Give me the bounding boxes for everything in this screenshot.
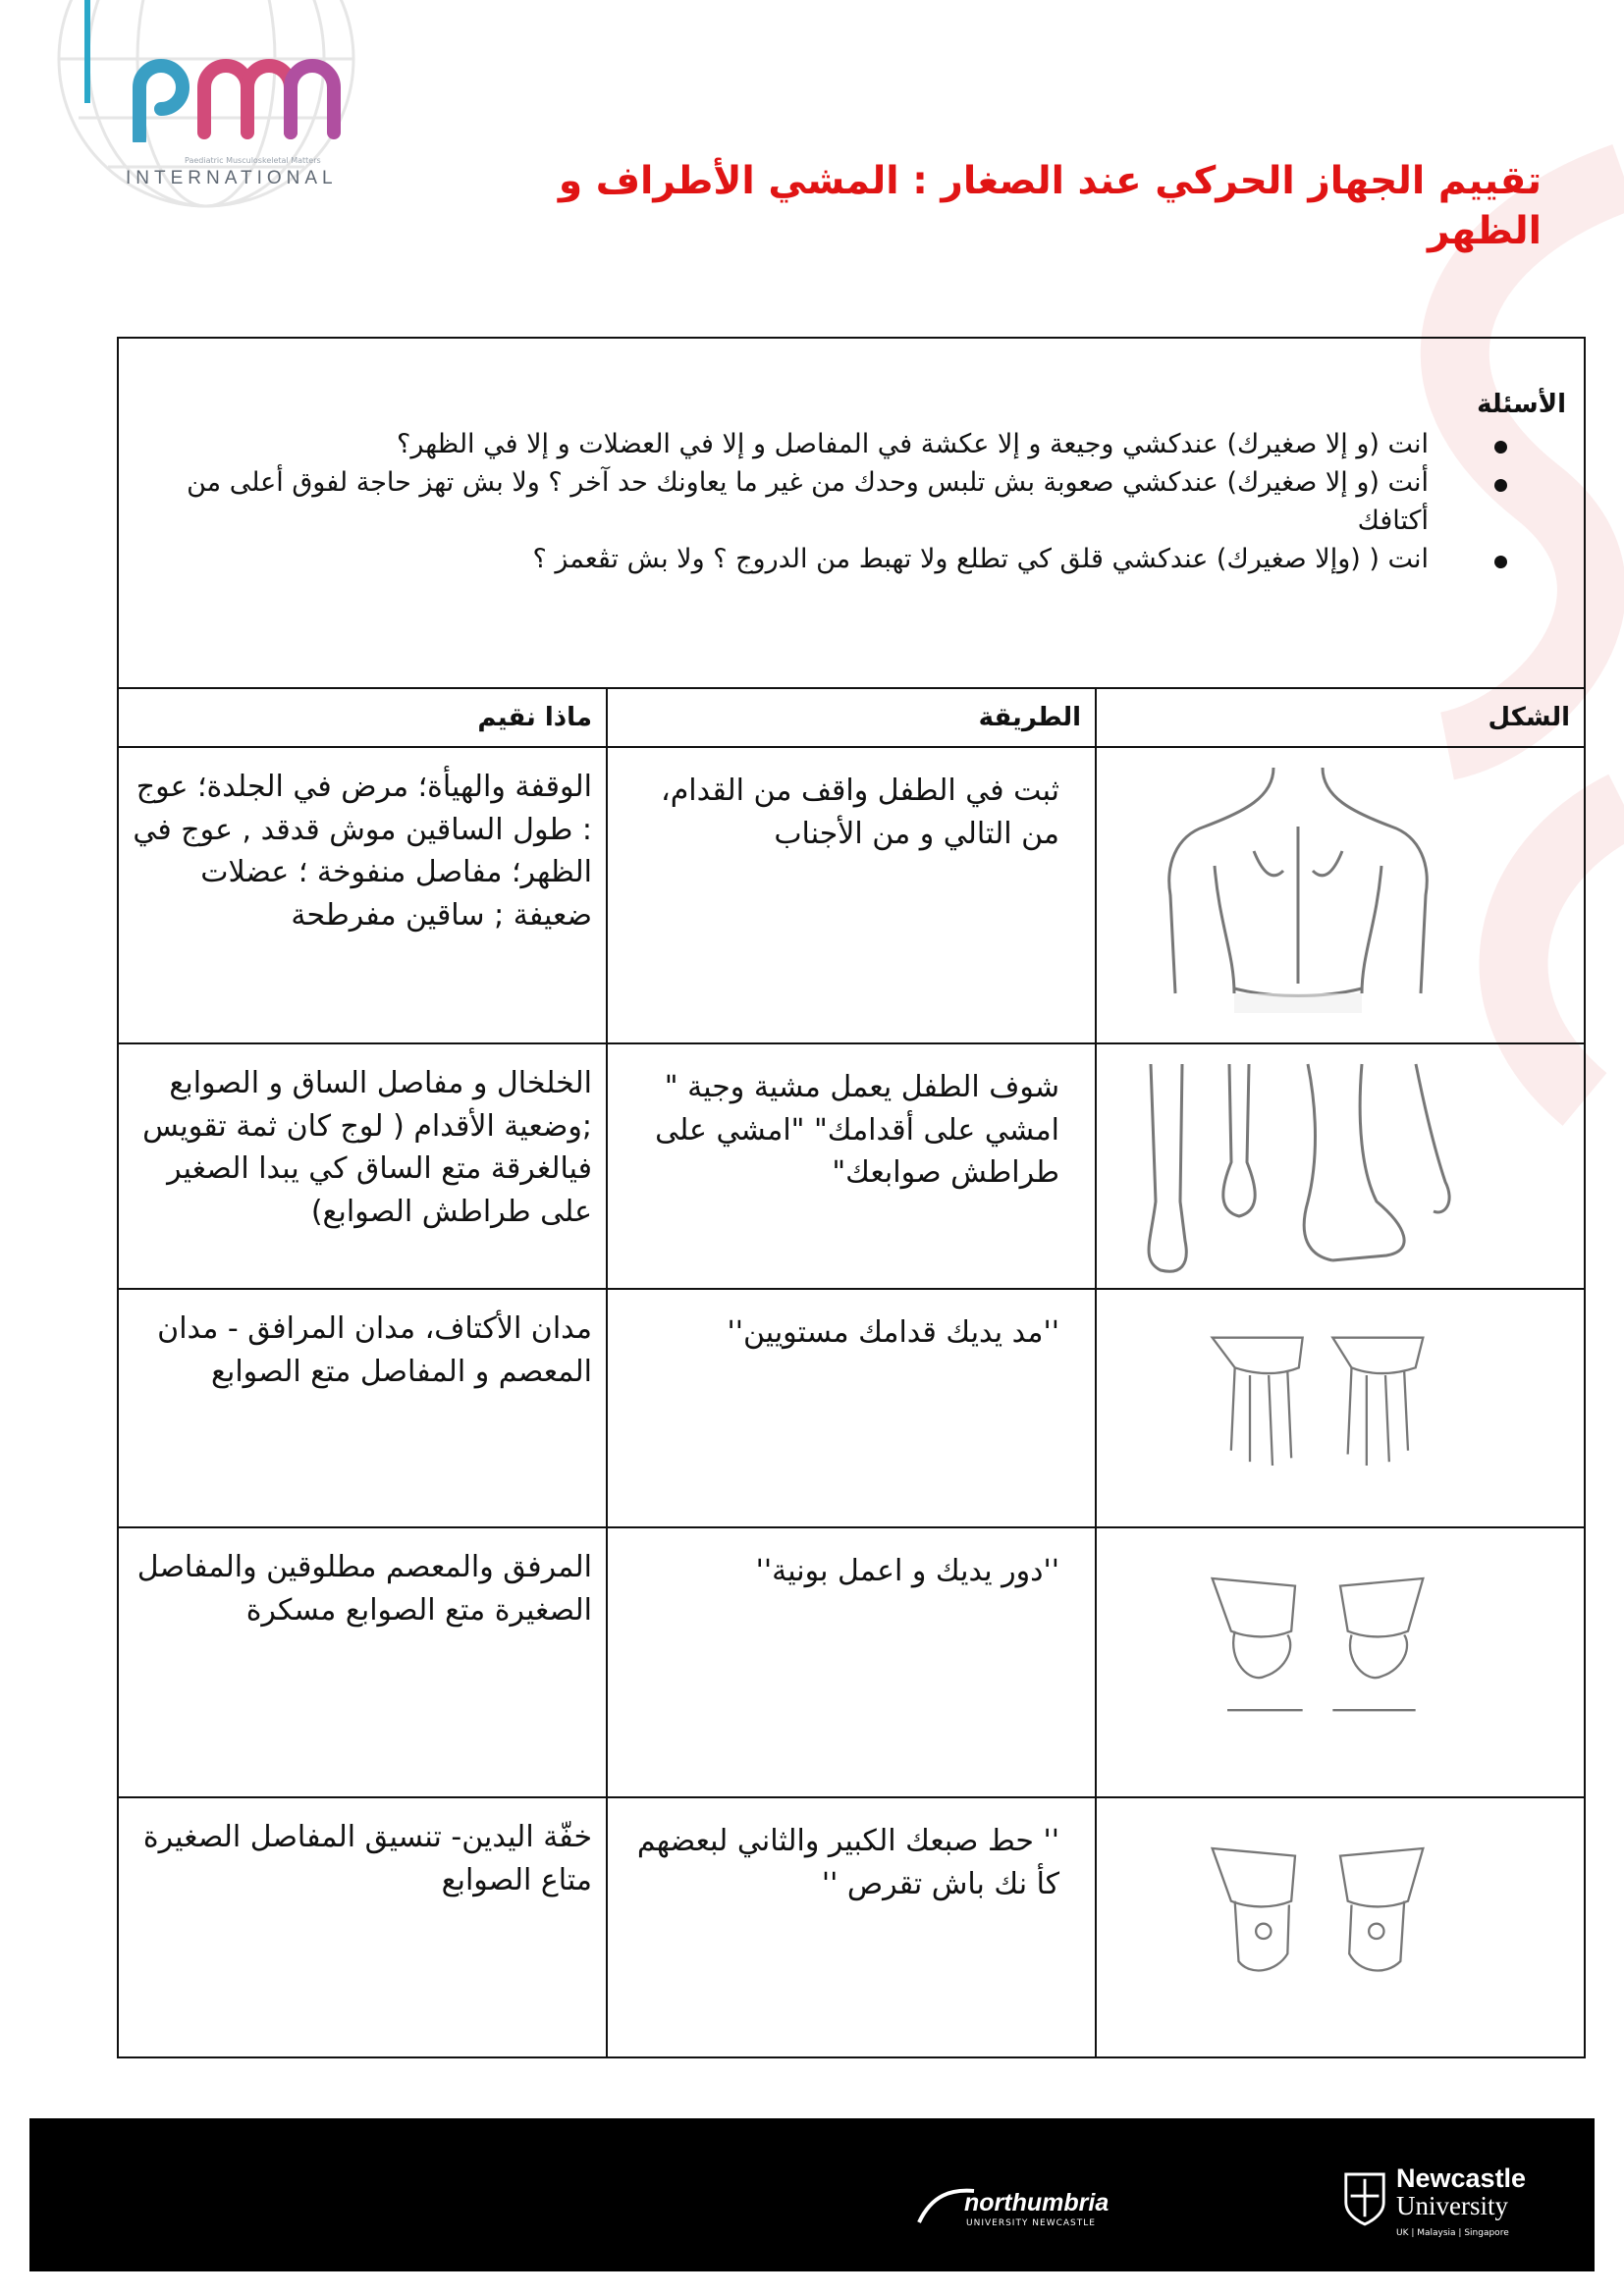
university-word: University xyxy=(1396,2191,1508,2220)
feet-walking-icon xyxy=(1107,1054,1480,1280)
accent-bar xyxy=(84,0,90,103)
questions-list xyxy=(136,425,1566,579)
assessment-table xyxy=(117,337,1586,2058)
question-item: أنت (و إلا صغيرك) عندكشي صعوبة بش تلبس وحدك من غير ما يعاونك حد آخر ؟ ولا بش تهز حاجة لفوق أعلى من أكتافك xyxy=(136,463,1507,540)
table-row xyxy=(118,1527,1585,1797)
method-text: شوف الطفل يعمل مشية وجية " امشي على أقدامك" "امشي على طراطش صوابعك" xyxy=(655,1070,1059,1190)
assess-text: المرفق والمعصم مطلوقين والمفاصل الصغيرة متع الصوابع مسكرة xyxy=(136,1550,592,1628)
table-row xyxy=(118,1797,1585,2057)
table-row xyxy=(118,1043,1585,1289)
assess-text: خفّة اليدين- تنسيق المفاصل الصغيرة متاع الصوابع xyxy=(142,1820,592,1897)
hands-pinch-icon xyxy=(1205,1818,1431,2014)
method-text: ''مد يديك قدامك مستويين'' xyxy=(727,1315,1059,1350)
question-item: انت ( (وإلا صغيرك) عندكشي قلق كي تطلع ولا تهبط من الدروج ؟ ولا بش تڨعمز ؟ xyxy=(136,540,1507,578)
assess-text: الخلخال و مفاصل الساق و الصوابع ;وضعية الأقدام ( لوج كان ثمة تقويس فيالغرقة متع الساق كي يبدا الصغير على طراطش الصوابع) xyxy=(142,1066,592,1229)
page-title: تقييم الجهاز الحركي عند الصغار : المشي الأطراف و الظهر xyxy=(558,159,1542,253)
newcastle-word: Newcastle xyxy=(1396,2163,1527,2193)
assess-text: مدان الأكتاف، مدان المرافق - مدان المعصم و المفاصل متع الصوابع xyxy=(157,1311,592,1389)
header-method: الطريقة xyxy=(607,688,1096,747)
method-text: '' حط صبعك الكبير والثاني لبعضهم كأ نك باش تقرص '' xyxy=(636,1824,1059,1901)
table-row xyxy=(118,1289,1585,1527)
logo-word: INTERNATIONAL xyxy=(126,168,338,188)
figure-cell xyxy=(1096,1527,1585,1797)
northumbria-logo xyxy=(917,2175,1113,2234)
newcastle-sub: UK | Malaysia | Singapore xyxy=(1396,2228,1509,2238)
newcastle-logo xyxy=(1341,2163,1538,2252)
figure-cell xyxy=(1096,1289,1585,1527)
footer-bar xyxy=(29,2118,1595,2271)
pmm-letters-icon xyxy=(126,54,361,142)
figure-cell xyxy=(1096,747,1585,1043)
newcastle-crest-icon xyxy=(1341,2169,1388,2226)
hands-fist-icon xyxy=(1205,1548,1431,1744)
back-view-icon xyxy=(1126,758,1470,1033)
header-assess: ماذا نقيم xyxy=(118,688,607,747)
hands-flat-icon xyxy=(1205,1300,1431,1496)
northumbria-sub: UNIVERSITY NEWCASTLE xyxy=(966,2218,1096,2228)
method-text: ثبت في الطفل واقف من القدام، من التالي و من الأجناب xyxy=(661,774,1059,851)
logo-tagline: Paediatric Musculoskeletal Matters xyxy=(185,156,321,165)
pmm-logo xyxy=(126,54,381,188)
method-text: ''دور يديك و اعمل بونية'' xyxy=(755,1554,1059,1588)
header-image: الشكل xyxy=(1096,688,1585,747)
northumbria-word: northumbria xyxy=(964,2189,1110,2216)
questions-cell xyxy=(118,338,1585,688)
table-header-row xyxy=(118,688,1585,747)
figure-cell xyxy=(1096,1043,1585,1289)
table-row xyxy=(118,747,1585,1043)
assess-text: الوقفة والهيأة؛ مرض في الجلدة؛ عوج : طول الساقين موش قدقد , عوج في الظهر؛ مفاصل منفوخة ؛ عضلات ضعيفة ; ساقين مفرطحة xyxy=(133,770,592,933)
question-item: انت (و إلا صغيرك) عندكشي وجيعة و إلا عكشة في المفاصل و إلا في العضلات و إلا في الظهر؟ xyxy=(136,425,1507,463)
figure-cell xyxy=(1096,1797,1585,2057)
questions-heading: الأسئلة xyxy=(1477,390,1566,419)
